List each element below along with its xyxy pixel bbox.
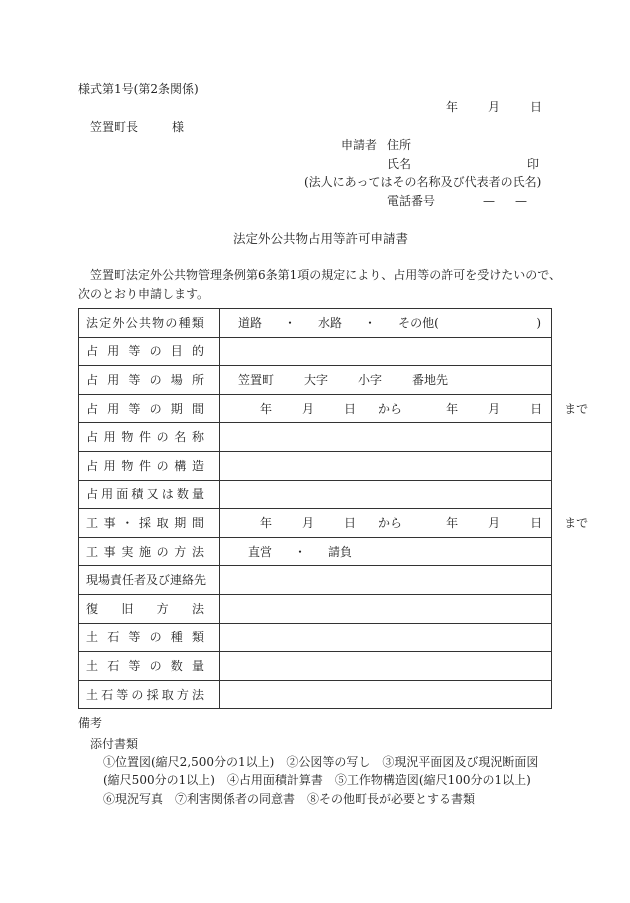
row-label (79, 680, 220, 709)
row-value-text: 日 (344, 515, 357, 530)
row-label-char: 場 (170, 372, 183, 387)
row-value-text: 月 (302, 401, 315, 416)
addressee: 笠置町長 (90, 120, 139, 134)
applicant-name-line (387, 157, 539, 171)
row-value-text: から (378, 515, 403, 530)
phone-label: 電話番号 (387, 194, 436, 208)
row-label-text (86, 430, 204, 444)
row-label-char: 占 (86, 372, 99, 387)
row-label-char: 類 (191, 630, 204, 645)
row-label-char: ・ (121, 515, 134, 530)
row-value-text: 請負 (328, 544, 353, 559)
row-label (79, 594, 220, 623)
row-label-char: 所 (191, 372, 204, 387)
row-label-char: 積 (131, 487, 144, 502)
row-value-text: 道路 (238, 315, 263, 330)
row-label-char: 復 (86, 601, 99, 616)
table-row (79, 509, 552, 538)
row-label-char: 方 (174, 544, 187, 559)
row-label-char: 外 (112, 315, 125, 330)
table-row (79, 537, 552, 566)
row-label-char: 数 (170, 658, 183, 673)
row-label (79, 394, 220, 423)
row-label-char: 期 (174, 515, 187, 530)
row-label-char: 等 (128, 401, 141, 416)
row-label (79, 537, 220, 566)
row-label-char: 事 (103, 544, 116, 559)
row-label-char: 方 (156, 601, 169, 616)
row-label-char: 的 (191, 344, 204, 359)
row-label-char: 石 (101, 687, 114, 702)
row-label-char: 件 (138, 430, 151, 445)
row-value-text: 水路 (318, 315, 343, 330)
row-label (79, 366, 220, 395)
row-label-char: 間 (191, 401, 204, 416)
row-value-text: 年 (446, 401, 459, 416)
row-value-field[interactable] (220, 652, 552, 681)
row-label-char: 構 (174, 458, 187, 473)
row-label-char: 土 (86, 630, 99, 645)
row-label-char: 等 (116, 687, 129, 702)
row-label-char: 又 (146, 487, 159, 502)
row-label-char: 土 (86, 658, 99, 673)
row-label-char: 石 (107, 630, 120, 645)
row-value-field[interactable] (220, 594, 552, 623)
row-value-text: 笠置町 (238, 372, 275, 387)
row-value-field[interactable] (220, 394, 589, 423)
row-label-char: 数 (176, 487, 189, 502)
row-label-char: 取 (156, 515, 169, 530)
row-label-text (86, 459, 204, 473)
row-label-char: 占 (86, 401, 99, 416)
row-value-field[interactable] (220, 537, 552, 566)
row-label-char: 等 (128, 658, 141, 673)
row-label-char: 占 (86, 487, 99, 502)
row-label (79, 509, 220, 538)
row-value-field[interactable] (220, 451, 552, 480)
row-value-text: 月 (302, 515, 315, 530)
row-value-text: まで (564, 401, 589, 416)
row-label-char: 物 (152, 315, 165, 330)
row-label-char: 定 (99, 315, 112, 330)
table-row (79, 594, 552, 623)
row-label-char: 占 (86, 430, 99, 445)
application-table (78, 308, 589, 709)
row-label-char: の (165, 315, 178, 330)
row-label-char: の (156, 458, 169, 473)
row-value-text: ) (536, 316, 541, 330)
row-value-text: まで (564, 515, 589, 530)
table-row (79, 566, 552, 595)
row-label-char: は (161, 487, 174, 502)
row-label-text (86, 373, 204, 387)
row-value-text: ・ (364, 315, 377, 330)
phone-dash: — (515, 194, 527, 208)
row-label-char: 工 (86, 515, 99, 530)
row-label-char: 物 (121, 430, 134, 445)
row-value-text: 直営 (248, 544, 273, 559)
intro-line-1: 笠置町法定外公共物管理条例第6条第1項の規定により、占用等の許可を受けたいので、 (90, 268, 562, 282)
attachments-heading: 添付書類 (90, 737, 139, 751)
attachments-line-3: ⑥現況写真 ⑦利害関係者の同意書 ⑧その他町長が必要とする書類 (103, 792, 476, 806)
row-label-char: 造 (191, 458, 204, 473)
row-label-char: の (156, 430, 169, 445)
table-row (79, 623, 552, 652)
row-label-char: の (131, 687, 144, 702)
row-value-text: 番地先 (412, 372, 449, 387)
row-label-char: 種 (170, 630, 183, 645)
row-value-text: 月 (488, 515, 501, 530)
phone-dash: — (483, 194, 495, 208)
row-value-text: 日 (530, 515, 543, 530)
table-row (79, 480, 552, 509)
row-label-text (86, 487, 204, 501)
row-label-char: 等 (128, 344, 141, 359)
row-label-char: 採 (138, 515, 151, 530)
row-label (79, 423, 220, 452)
seal-mark: 印 (526, 157, 539, 171)
row-label-text (86, 402, 204, 416)
corporation-note: (法人にあってはその名称及び代表者の氏名) (304, 175, 542, 189)
row-label-char: 等 (128, 630, 141, 645)
row-label-char: の (149, 658, 162, 673)
table-row (79, 423, 552, 452)
row-label-char: 面 (116, 487, 129, 502)
row-label-text (86, 316, 204, 330)
row-value-text: 年 (260, 401, 273, 416)
table-row (79, 337, 552, 366)
row-value-text: 小字 (358, 372, 383, 387)
date-month-label: 月 (488, 100, 501, 114)
document-title: 法定外公共物占用等許可申請書 (233, 231, 409, 246)
row-label-char: 名 (174, 430, 187, 445)
row-label (79, 566, 220, 595)
row-label-char: 称 (191, 430, 204, 445)
row-label-char: 用 (101, 487, 114, 502)
row-label (79, 337, 220, 366)
row-label-char: 用 (103, 458, 116, 473)
row-value-text: 月 (488, 401, 501, 416)
row-value-field[interactable] (220, 423, 552, 452)
row-label (79, 309, 220, 338)
row-label-text (86, 688, 204, 702)
row-value-text: 年 (446, 515, 459, 530)
attachments-line-1: ①位置図(縮尺2,500分の1以上) ②公図等の写し ③現況平面図及び現況断面図 (103, 755, 539, 769)
row-label-text (86, 659, 204, 673)
row-label-char: 旧 (121, 601, 134, 616)
row-label-char: 目 (170, 344, 183, 359)
row-label-char: 法 (191, 601, 204, 616)
row-label-char: 類 (191, 315, 204, 330)
row-label-char: 取 (161, 687, 174, 702)
applicant-label: 申請者 (341, 138, 378, 152)
table-row (79, 680, 552, 709)
row-value-field[interactable] (220, 337, 552, 366)
row-label-char: 公 (125, 315, 138, 330)
row-label-char: 法 (86, 315, 99, 330)
table-row (79, 309, 552, 338)
applicant-address-line (341, 138, 411, 152)
row-label-char: 物 (121, 458, 134, 473)
row-label-char: の (149, 401, 162, 416)
row-label (79, 623, 220, 652)
row-label-char: 現場責任者及び連絡先 (86, 573, 207, 588)
addressee-line (90, 120, 184, 134)
row-label-char: 用 (103, 430, 116, 445)
row-label-text (86, 344, 204, 358)
row-value-text: ・ (294, 544, 307, 559)
row-label-char: 事 (103, 515, 116, 530)
row-label-char: の (149, 372, 162, 387)
row-label-char: 等 (128, 372, 141, 387)
row-value-text: 年 (260, 515, 273, 530)
row-value-field[interactable] (220, 509, 589, 538)
table-row (79, 394, 552, 423)
row-label-text (86, 630, 204, 644)
row-label-text (86, 545, 204, 559)
row-label-char: 法 (191, 544, 204, 559)
row-value-text: から (378, 401, 403, 416)
attachments-line-2: (縮尺500分の1以上) ④占用面積計算書 ⑤工作物構造図(縮尺100分の1以上) (103, 773, 531, 787)
row-label-char: 用 (107, 372, 120, 387)
row-label-char: 採 (146, 687, 159, 702)
row-value-field[interactable] (220, 680, 552, 709)
address-label: 住所 (387, 138, 412, 152)
intro-line-2: 次のとおり申請します。 (78, 287, 210, 301)
form-number: 様式第1号(第2条関係) (78, 82, 199, 96)
row-label-char: 量 (191, 658, 204, 673)
row-value-field[interactable] (220, 623, 552, 652)
row-label-char: 工 (86, 544, 99, 559)
row-value-text: その他( (398, 315, 439, 330)
row-label-char: 実 (121, 544, 134, 559)
row-label-char: 法 (191, 687, 204, 702)
row-value-text: 大字 (304, 372, 329, 387)
row-label-char: の (149, 344, 162, 359)
date-year-label: 年 (446, 100, 459, 114)
row-label-char: 量 (191, 487, 204, 502)
row-value-text: ・ (284, 315, 297, 330)
row-label-char: 共 (138, 315, 151, 330)
row-label-char: 施 (138, 544, 151, 559)
row-value-field[interactable] (220, 309, 552, 338)
date-line (446, 100, 542, 114)
name-label: 氏名 (387, 157, 412, 171)
row-label (79, 451, 220, 480)
row-label-char: 用 (107, 344, 120, 359)
row-label-char: 間 (191, 515, 204, 530)
row-label-text (86, 516, 204, 530)
row-value-text: 日 (344, 401, 357, 416)
row-label (79, 652, 220, 681)
row-label-char: 件 (138, 458, 151, 473)
row-value-field[interactable] (220, 366, 552, 395)
addressee-honorific: 様 (172, 120, 185, 134)
row-label-char: 期 (170, 401, 183, 416)
row-label-char: 土 (86, 687, 99, 702)
phone-line (387, 194, 527, 208)
row-label-char: の (149, 630, 162, 645)
row-label-char: の (156, 544, 169, 559)
notes-heading: 備考 (78, 716, 103, 730)
row-label-char: 種 (178, 315, 191, 330)
row-label-text (86, 602, 204, 616)
row-label-text (86, 573, 207, 588)
row-label-char: 石 (107, 658, 120, 673)
row-label (79, 480, 220, 509)
table-row (79, 366, 552, 395)
row-label-char: 用 (107, 401, 120, 416)
row-value-field[interactable] (220, 480, 552, 509)
table-row (79, 451, 552, 480)
row-label-char: 方 (176, 687, 189, 702)
table-row (79, 652, 552, 681)
row-label-char: 占 (86, 344, 99, 359)
date-day-label: 日 (530, 100, 543, 114)
row-value-field[interactable] (220, 566, 552, 595)
row-label-char: 占 (86, 458, 99, 473)
row-value-text: 日 (530, 401, 543, 416)
